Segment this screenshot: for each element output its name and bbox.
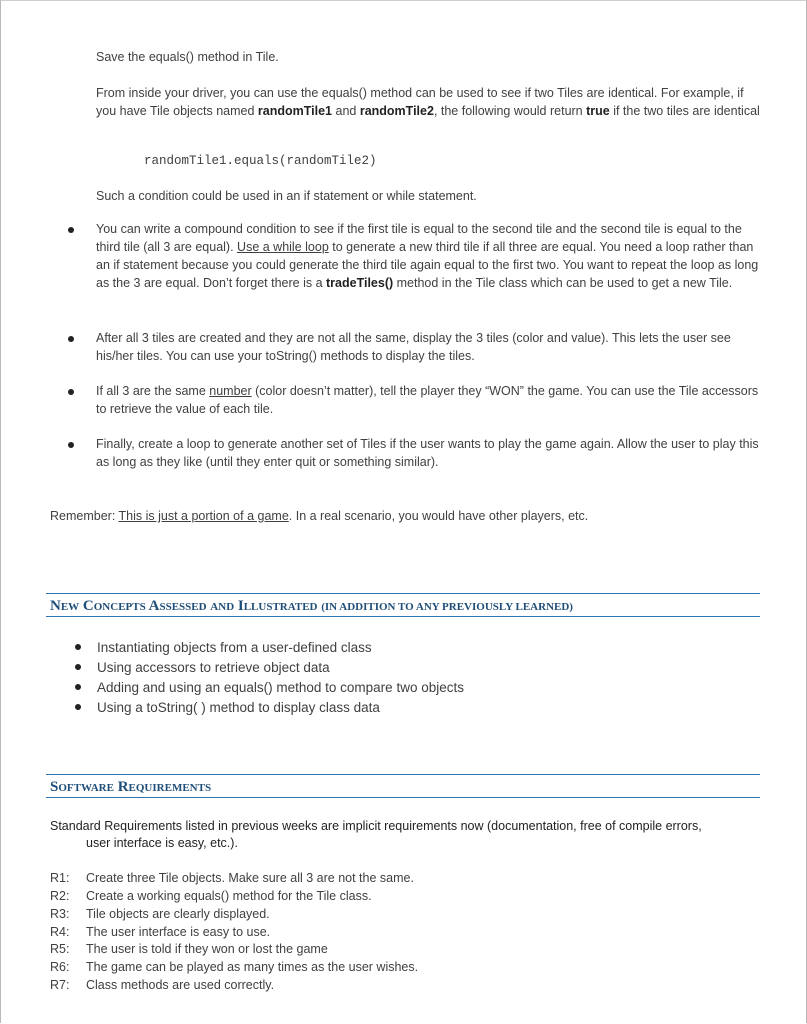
bullet-dot xyxy=(75,704,81,710)
bullet-won: If all 3 are the same number (color doesn’t matter), tell the player they “WON” the game. You can use the Tile accessors to retrieve the value of each tile. xyxy=(96,384,759,416)
standard-requirements-note: Standard Requirements listed in previous weeks are implicit requirements now (documentation, free of compile errors, user interface is easy, etc.). xyxy=(50,819,702,850)
requirement-row: R7: Class methods are used correctly. xyxy=(50,978,275,992)
requirement-row: R2: Create a working equals() method for the Tile class. xyxy=(50,889,372,903)
requirement-row: R3: Tile objects are clearly displayed. xyxy=(50,907,270,921)
bullet-dot xyxy=(75,644,81,650)
bullet-compound-condition: You can write a compound condition to see if the first tile is equal to the second tile and the second tile is equal to the third tile (all 3 are equal). Use a while loop to generate a new third tile if all three are equal. You need a loop rather than an if statement because you could generate the third tile again equal to the first two. You want to repeat the loop as long as the 3 are equal. Don’t forget there is a tradeTiles() method in the Tile class which can be used to get a new Tile. xyxy=(96,222,759,290)
bullet-display-tiles: After all 3 tiles are created and they are not all the same, display the 3 tiles (color and value). This lets the user see his/her tiles. You can use your toString() methods to display the tiles. xyxy=(96,331,731,363)
bullet-dot xyxy=(75,684,81,690)
condition-note: Such a condition could be used in an if statement or while statement. xyxy=(96,189,477,203)
concept-item: Adding and using an equals() method to compare two objects xyxy=(97,680,464,695)
software-requirements-heading: Software Requirements xyxy=(46,774,760,798)
concept-item: Using a toString( ) method to display class data xyxy=(97,700,380,715)
bullet-dot xyxy=(68,336,74,342)
concept-item: Instantiating objects from a user-defined class xyxy=(97,640,372,655)
bullet-dot xyxy=(68,442,74,448)
concept-item: Using accessors to retrieve object data xyxy=(97,660,330,675)
save-equals-line: Save the equals() method in Tile. xyxy=(96,50,279,64)
requirement-row: R1: Create three Tile objects. Make sure all 3 are not the same. xyxy=(50,871,414,885)
bullet-dot xyxy=(68,389,74,395)
code-example: randomTile1.equals(randomTile2) xyxy=(144,154,377,168)
requirement-row: R5: The user is told if they won or lost the game xyxy=(50,942,328,956)
requirement-row: R4: The user interface is easy to use. xyxy=(50,925,271,939)
new-concepts-heading: New Concepts Assessed and Illustrated (IN ADDITION TO ANY PREVIOUSLY LEARNED) xyxy=(46,593,760,617)
bullet-dot xyxy=(68,227,74,233)
bullet-dot xyxy=(75,664,81,670)
equals-explanation: From inside your driver, you can use the equals() method can be used to see if two Tiles are identical. For example, if you have Tile objects named randomTile1 and randomTile2, the following would return true if the two tiles are identical xyxy=(96,86,760,118)
remember-note: Remember: This is just a portion of a game. In a real scenario, you would have other players, etc. xyxy=(50,509,589,523)
requirement-row: R6: The game can be played as many times as the user wishes. xyxy=(50,960,419,974)
bullet-play-again: Finally, create a loop to generate another set of Tiles if the user wants to play the game again. Allow the user to play this as long as they like (until they enter quit or something similar). xyxy=(96,437,759,469)
